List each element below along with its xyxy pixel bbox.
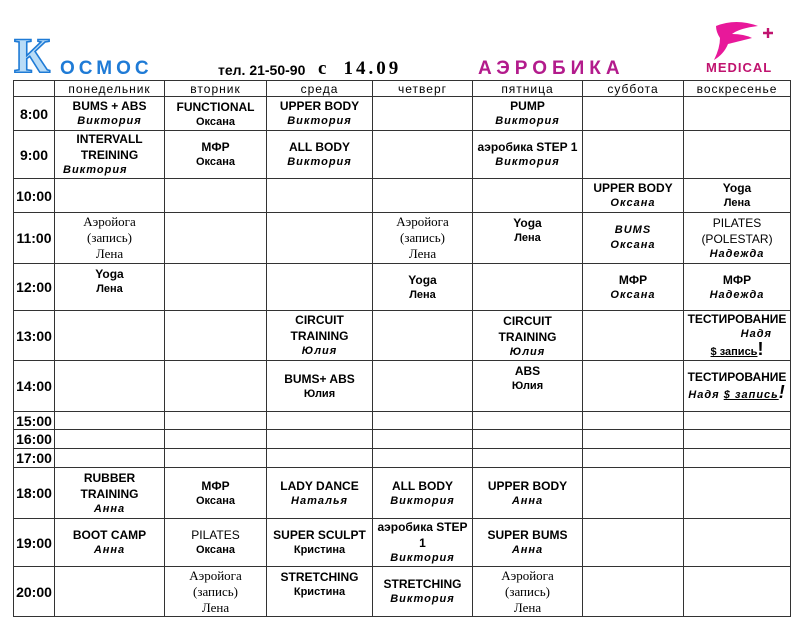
class-cell bbox=[473, 361, 583, 412]
empty-cell bbox=[473, 264, 583, 311]
class-cell bbox=[373, 213, 473, 264]
class-name: TRAINING bbox=[290, 329, 349, 343]
class-cell bbox=[55, 468, 165, 519]
trainer-name: Оксана bbox=[610, 288, 656, 301]
trainer-name: Кристина bbox=[293, 586, 346, 598]
trainer-name: Лена bbox=[408, 246, 437, 261]
table-row bbox=[14, 179, 791, 213]
trainer-name: Кристина bbox=[293, 544, 346, 556]
class-cell bbox=[373, 264, 473, 311]
trainer-name: Виктория bbox=[63, 164, 128, 176]
empty-cell bbox=[165, 449, 267, 468]
class-cell bbox=[165, 519, 267, 567]
table-row bbox=[14, 412, 791, 430]
trainer-name: Виктория bbox=[77, 115, 142, 127]
trainer-name: Анна bbox=[93, 502, 126, 515]
empty-cell bbox=[583, 468, 684, 519]
empty-cell bbox=[55, 179, 165, 213]
class-name: МФР bbox=[201, 478, 230, 493]
class-name: CIRCUIT TRAINING bbox=[498, 314, 557, 344]
class-cell bbox=[583, 213, 684, 264]
empty-cell bbox=[583, 430, 684, 449]
time-cell: 8:00 bbox=[14, 97, 55, 131]
empty-cell bbox=[473, 449, 583, 468]
trainer-name: Лена bbox=[514, 232, 541, 244]
class-cell bbox=[55, 264, 165, 311]
class-cell bbox=[165, 131, 267, 179]
empty-cell bbox=[583, 567, 684, 617]
time-cell: 16:00 bbox=[14, 430, 55, 449]
trainer-name: Виктория bbox=[287, 156, 352, 168]
signup-note: Надя $ запись! bbox=[688, 382, 786, 402]
class-cell bbox=[473, 468, 583, 519]
class-name: Yoga bbox=[722, 181, 752, 195]
class-name: ТЕСТИРОВАНИЕ bbox=[687, 312, 787, 326]
class-cell bbox=[165, 567, 267, 617]
class-cell bbox=[55, 97, 165, 131]
empty-cell bbox=[267, 264, 373, 311]
class-name: PILATES bbox=[191, 528, 240, 542]
day-header: четверг bbox=[373, 81, 473, 97]
trainer-name: Юлия bbox=[303, 387, 336, 400]
class-note: (POLESTAR) bbox=[701, 231, 773, 246]
empty-cell bbox=[684, 412, 791, 430]
start-date-value: 14.09 bbox=[343, 58, 402, 79]
class-name: ALL BODY bbox=[391, 478, 454, 493]
class-cell bbox=[267, 567, 373, 617]
empty-cell bbox=[267, 430, 373, 449]
class-cell bbox=[165, 468, 267, 519]
trainer-name: Юлия bbox=[511, 380, 544, 392]
trainer-name: Лена bbox=[201, 599, 230, 615]
class-cell bbox=[267, 311, 373, 361]
trainer-name: Оксана bbox=[195, 116, 236, 128]
class-name: BOOT CAMP bbox=[72, 528, 147, 542]
empty-cell bbox=[55, 449, 165, 468]
phone-number: тел. 21-50-90 bbox=[218, 62, 306, 78]
empty-cell bbox=[165, 264, 267, 311]
class-cell bbox=[684, 179, 791, 213]
class-name: INTERVALL bbox=[76, 132, 143, 146]
table-row bbox=[14, 311, 791, 361]
class-cell bbox=[473, 213, 583, 264]
empty-cell bbox=[55, 567, 165, 617]
time-cell: 18:00 bbox=[14, 468, 55, 519]
trainer-name: Надя bbox=[740, 328, 772, 340]
class-note: (запись) bbox=[86, 230, 132, 245]
trainer-name: Надежда bbox=[709, 247, 765, 260]
header-row bbox=[14, 81, 791, 97]
class-name: SUPER SCULPT bbox=[273, 528, 366, 542]
empty-cell bbox=[373, 449, 473, 468]
trainer-name: Лена bbox=[513, 599, 542, 615]
empty-cell bbox=[583, 361, 684, 412]
day-header: пятница bbox=[473, 81, 583, 97]
class-name: UPPER BODY bbox=[487, 478, 568, 493]
signup-note: $ запись! bbox=[710, 339, 764, 359]
empty-cell bbox=[373, 361, 473, 412]
class-note: (запись) bbox=[399, 230, 445, 245]
class-name: Аэройога bbox=[501, 567, 554, 583]
empty-cell bbox=[473, 179, 583, 213]
table-row bbox=[14, 131, 791, 179]
table-row bbox=[14, 519, 791, 567]
trainer-name: Анна bbox=[511, 494, 544, 507]
time-cell: 13:00 bbox=[14, 311, 55, 361]
empty-cell bbox=[373, 311, 473, 361]
class-cell bbox=[684, 213, 791, 264]
class-name: BUMS + ABS bbox=[72, 99, 147, 113]
trainer-name: Виктория bbox=[495, 115, 560, 127]
class-name: МФР bbox=[618, 272, 648, 287]
trainer-name: Наталья bbox=[291, 494, 348, 507]
class-name: аэробика STEP 1 bbox=[477, 140, 578, 154]
class-note: (запись) bbox=[504, 583, 550, 599]
class-name: CIRCUIT bbox=[295, 313, 344, 327]
class-name: МФР bbox=[722, 272, 752, 287]
class-cell bbox=[373, 567, 473, 617]
empty-cell bbox=[583, 97, 684, 131]
trainer-name: Виктория bbox=[390, 552, 455, 564]
trainer-name: Оксана bbox=[610, 197, 656, 209]
empty-cell bbox=[373, 430, 473, 449]
trainer-name: Надя bbox=[688, 389, 720, 401]
time-cell: 15:00 bbox=[14, 412, 55, 430]
table-row bbox=[14, 449, 791, 468]
empty-cell bbox=[165, 311, 267, 361]
class-cell bbox=[267, 519, 373, 567]
class-name: ТЕСТИРОВАНИЕ bbox=[687, 370, 787, 384]
class-cell bbox=[267, 361, 373, 412]
corner-cell bbox=[14, 81, 55, 97]
class-cell bbox=[473, 97, 583, 131]
class-name: МФР bbox=[201, 140, 230, 154]
day-header: среда bbox=[267, 81, 373, 97]
empty-cell bbox=[684, 430, 791, 449]
day-header: понедельник bbox=[55, 81, 165, 97]
class-name: Yoga bbox=[513, 216, 542, 230]
class-name: SUPER BUMS bbox=[487, 528, 568, 542]
class-name: ALL BODY bbox=[288, 140, 351, 154]
time-cell: 9:00 bbox=[14, 131, 55, 179]
time-cell: 10:00 bbox=[14, 179, 55, 213]
class-cell bbox=[473, 311, 583, 361]
time-cell: 17:00 bbox=[14, 449, 55, 468]
empty-cell bbox=[473, 412, 583, 430]
class-name: RUBBER bbox=[83, 470, 136, 485]
class-cell bbox=[373, 519, 473, 567]
class-name: FUNCTIONAL bbox=[176, 100, 255, 114]
class-name: PILATES bbox=[712, 215, 762, 230]
table-row bbox=[14, 264, 791, 311]
class-name: BUMS+ ABS bbox=[284, 371, 355, 386]
class-cell bbox=[267, 131, 373, 179]
day-header: вторник bbox=[165, 81, 267, 97]
class-name: LADY DANCE bbox=[280, 478, 359, 493]
class-name: Аэройога bbox=[189, 567, 242, 583]
empty-cell bbox=[267, 412, 373, 430]
empty-cell bbox=[684, 468, 791, 519]
empty-cell bbox=[373, 412, 473, 430]
exclamation-mark: ! bbox=[757, 339, 764, 359]
schedule-table bbox=[13, 80, 791, 617]
trainer-name: Лена bbox=[409, 288, 436, 301]
trainer-name: Оксана bbox=[195, 156, 236, 168]
time-cell: 14:00 bbox=[14, 361, 55, 412]
trainer-name: Надежда bbox=[709, 288, 765, 301]
empty-cell bbox=[267, 213, 373, 264]
trainer-name: Юлия bbox=[509, 346, 546, 358]
class-name: ABS bbox=[514, 364, 541, 378]
empty-cell bbox=[165, 179, 267, 213]
class-cell bbox=[473, 519, 583, 567]
class-name: Аэройога bbox=[83, 214, 136, 229]
class-name: UPPER BODY bbox=[279, 99, 360, 113]
trainer-name: Виктория bbox=[390, 593, 455, 605]
time-cell: 19:00 bbox=[14, 519, 55, 567]
table-row bbox=[14, 468, 791, 519]
trainer-name: Анна bbox=[93, 544, 126, 556]
empty-cell bbox=[583, 311, 684, 361]
empty-cell bbox=[373, 131, 473, 179]
trainer-name: Юлия bbox=[301, 345, 338, 357]
class-cell bbox=[165, 97, 267, 131]
table-row bbox=[14, 213, 791, 264]
class-cell bbox=[684, 264, 791, 311]
empty-cell bbox=[684, 97, 791, 131]
table-row bbox=[14, 361, 791, 412]
trainer-name: Виктория bbox=[390, 494, 455, 507]
empty-cell bbox=[684, 567, 791, 617]
class-cell bbox=[583, 264, 684, 311]
class-name: STRETCHING bbox=[383, 577, 462, 591]
trainer-name: Оксана bbox=[195, 494, 236, 507]
empty-cell bbox=[373, 179, 473, 213]
time-cell: 20:00 bbox=[14, 567, 55, 617]
empty-cell bbox=[473, 430, 583, 449]
empty-cell bbox=[267, 179, 373, 213]
table-row bbox=[14, 430, 791, 449]
trainer-name: Оксана bbox=[610, 239, 656, 251]
time-cell: 11:00 bbox=[14, 213, 55, 264]
day-header: суббота bbox=[583, 81, 684, 97]
start-date bbox=[318, 58, 401, 80]
empty-cell bbox=[165, 412, 267, 430]
time-cell: 12:00 bbox=[14, 264, 55, 311]
class-cell bbox=[55, 519, 165, 567]
logo-text: ОСМОС bbox=[60, 58, 153, 79]
table-row bbox=[14, 97, 791, 131]
empty-cell bbox=[684, 519, 791, 567]
empty-cell bbox=[684, 449, 791, 468]
trainer-name: Лена bbox=[95, 246, 124, 261]
class-name: TREINING bbox=[80, 148, 139, 162]
empty-cell bbox=[583, 449, 684, 468]
class-cell bbox=[267, 97, 373, 131]
trainer-name: Виктория bbox=[495, 156, 560, 168]
brand-name: MEDICAL bbox=[706, 60, 773, 75]
class-name: BUMS bbox=[614, 224, 652, 236]
class-cell bbox=[267, 468, 373, 519]
class-cell bbox=[373, 468, 473, 519]
class-cell bbox=[55, 131, 165, 179]
empty-cell bbox=[55, 430, 165, 449]
empty-cell bbox=[583, 131, 684, 179]
logo-letter: К bbox=[14, 30, 51, 78]
class-name: Yoga bbox=[95, 267, 124, 281]
table-row bbox=[14, 567, 791, 617]
class-cell bbox=[684, 311, 791, 361]
trainer-name: Лена bbox=[96, 283, 123, 295]
empty-cell bbox=[267, 449, 373, 468]
trainer-name: Оксана bbox=[195, 544, 236, 556]
class-cell bbox=[684, 361, 791, 412]
empty-cell bbox=[684, 131, 791, 179]
empty-cell bbox=[583, 519, 684, 567]
class-name: PUMP bbox=[510, 99, 545, 113]
class-name: аэробика STEP 1 bbox=[377, 520, 468, 550]
page-title: АЭРОБИКА bbox=[478, 58, 625, 79]
empty-cell bbox=[165, 213, 267, 264]
empty-cell bbox=[165, 430, 267, 449]
day-header: воскресенье bbox=[684, 81, 791, 97]
class-cell bbox=[473, 567, 583, 617]
empty-cell bbox=[165, 361, 267, 412]
empty-cell bbox=[55, 311, 165, 361]
class-cell bbox=[473, 131, 583, 179]
trainer-name: Анна bbox=[511, 544, 544, 556]
class-name: Yoga bbox=[408, 272, 437, 287]
empty-cell bbox=[55, 412, 165, 430]
kosmos-logo-icon bbox=[12, 30, 60, 78]
start-date-prefix: с bbox=[318, 58, 330, 79]
trainer-name: Лена bbox=[723, 197, 751, 209]
class-cell bbox=[55, 213, 165, 264]
class-name: Аэройога bbox=[396, 214, 449, 229]
class-name: UPPER BODY bbox=[593, 181, 673, 195]
exclamation-mark: ! bbox=[778, 382, 786, 402]
class-note: (запись) bbox=[192, 583, 238, 599]
empty-cell bbox=[583, 412, 684, 430]
trainer-name: Виктория bbox=[287, 115, 352, 127]
class-cell bbox=[583, 179, 684, 213]
empty-cell bbox=[373, 97, 473, 131]
class-name: STRETCHING bbox=[280, 570, 359, 584]
empty-cell bbox=[55, 361, 165, 412]
class-name: TRAINING bbox=[80, 486, 139, 501]
